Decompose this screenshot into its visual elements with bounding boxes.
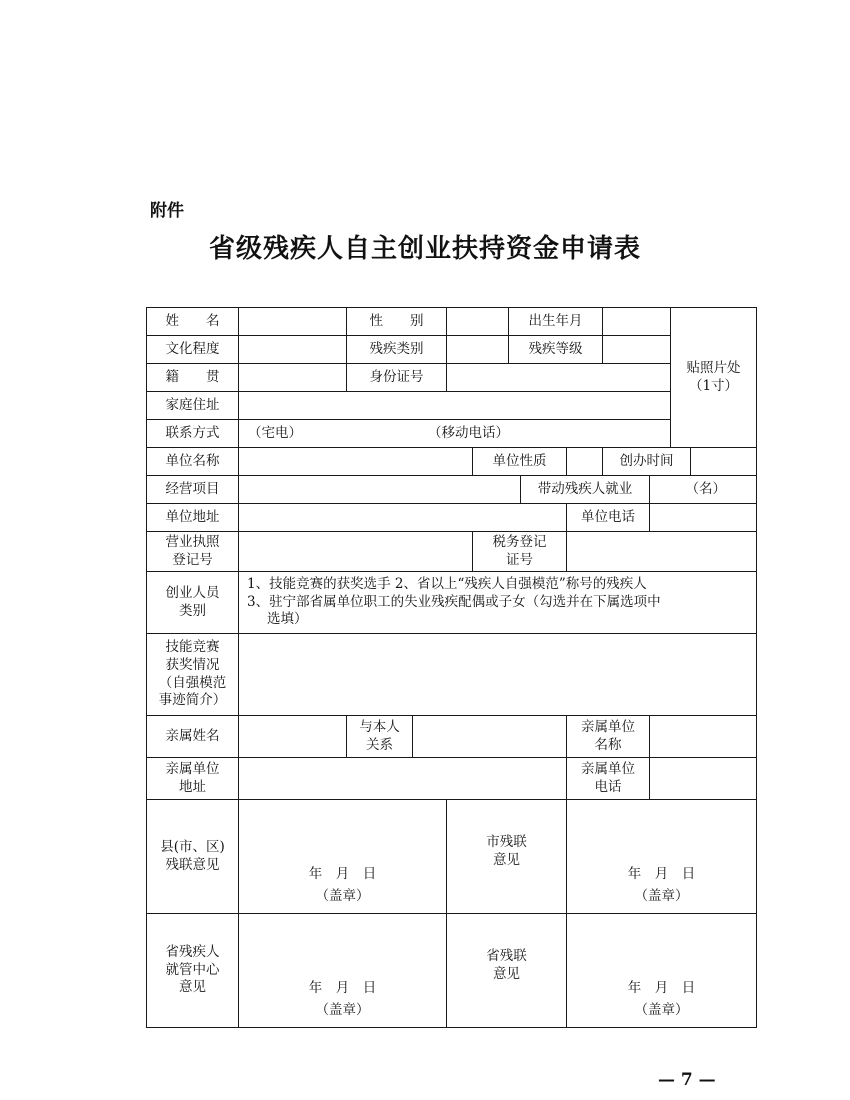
relative-address-field[interactable]	[239, 758, 567, 800]
native-place-field[interactable]	[239, 364, 347, 392]
province-label-line2: 意见	[493, 965, 520, 982]
awards-field[interactable]	[239, 634, 757, 716]
relative-unit-label-line2: 名称	[594, 736, 622, 753]
center-label-line1: 省残疾人	[165, 944, 220, 961]
category-label-line1: 创业人员	[165, 584, 220, 601]
tax-label-line2: 证号	[506, 551, 533, 568]
employ-label: 带动残疾人就业	[521, 476, 650, 504]
education-label: 文化程度	[147, 336, 239, 364]
photo-size: （1寸）	[688, 377, 739, 394]
license-label	[147, 532, 239, 572]
relation-field[interactable]	[413, 716, 567, 758]
relative-address-label-line2: 地址	[179, 778, 206, 795]
birth-label: 出生年月	[509, 308, 603, 336]
relative-address-label	[147, 758, 239, 800]
category-label	[147, 572, 239, 634]
relation-label-line1: 与本人	[359, 718, 400, 735]
license-label-line2: 登记号	[172, 551, 213, 568]
center-seal: （盖章）	[315, 1002, 370, 1018]
category-options[interactable]	[239, 572, 757, 634]
county-label-line2: 残联意见	[165, 856, 220, 873]
county-opinion-field[interactable]	[239, 800, 447, 914]
relative-phone-field[interactable]	[650, 758, 757, 800]
id-number-field[interactable]	[447, 364, 671, 392]
relative-phone-label-line2: 电话	[594, 778, 622, 795]
tax-label-line1: 税务登记	[492, 533, 547, 550]
relative-name-label: 亲属姓名	[147, 716, 239, 758]
category-label-line2: 类别	[179, 602, 206, 619]
application-form-table	[146, 307, 757, 1028]
disability-type-field[interactable]	[447, 336, 509, 364]
county-label-line1: 县(市、区)	[160, 838, 225, 855]
business-field[interactable]	[239, 476, 521, 504]
county-seal: （盖章）	[315, 888, 370, 904]
home-address-field[interactable]	[239, 392, 671, 420]
page-number: — 7 —	[658, 1070, 716, 1090]
contact-label: 联系方式	[147, 420, 239, 448]
center-label-line2: 就管中心	[165, 961, 220, 978]
education-field[interactable]	[239, 336, 347, 364]
city-label-line2: 意见	[493, 851, 520, 868]
unit-address-label: 单位地址	[147, 504, 239, 532]
center-date: 年 月 日	[308, 980, 377, 996]
province-opinion-field[interactable]	[567, 914, 757, 1028]
tax-label	[473, 532, 567, 572]
license-field[interactable]	[239, 532, 473, 572]
unit-nature-field[interactable]	[567, 448, 603, 476]
founded-field[interactable]	[691, 448, 757, 476]
founded-label: 创办时间	[603, 448, 691, 476]
unit-name-label: 单位名称	[147, 448, 239, 476]
awards-label-line3: （自强模范	[158, 674, 227, 691]
relation-label-line2: 关系	[366, 736, 393, 753]
name-label: 姓 名	[147, 308, 239, 336]
native-place-label: 籍 贯	[147, 364, 239, 392]
city-date: 年 月 日	[627, 866, 696, 882]
gender-label: 性 别	[347, 308, 447, 336]
relation-label	[347, 716, 413, 758]
relative-phone-label-line1: 亲属单位	[581, 760, 635, 777]
unit-address-field[interactable]	[239, 504, 567, 532]
id-number-label: 身份证号	[347, 364, 447, 392]
relative-address-label-line1: 亲属单位	[165, 760, 220, 777]
disability-level-field[interactable]	[603, 336, 671, 364]
province-label-line1: 省残联	[486, 948, 527, 964]
gender-field[interactable]	[447, 308, 509, 336]
employ-count-field[interactable]: （名）	[650, 476, 757, 504]
relative-unit-label-line1: 亲属单位	[581, 718, 635, 735]
license-label-line1: 营业执照	[165, 533, 220, 550]
unit-phone-label: 单位电话	[567, 504, 650, 532]
unit-phone-field[interactable]	[650, 504, 757, 532]
city-opinion-label	[447, 800, 567, 914]
attachment-label: 附件	[150, 201, 184, 221]
home-phone-label: （宅电）	[248, 424, 302, 441]
awards-label-line4: 事迹简介）	[158, 692, 227, 709]
disability-type-label: 残疾类别	[347, 336, 447, 364]
birth-field[interactable]	[603, 308, 671, 336]
center-label-line3: 意见	[179, 979, 206, 996]
center-opinion-field[interactable]	[239, 914, 447, 1028]
tax-field[interactable]	[567, 532, 757, 572]
photo-label: 贴照片处	[686, 359, 741, 376]
home-address-label: 家庭住址	[147, 392, 239, 420]
county-date: 年 月 日	[308, 866, 377, 882]
form-title: 省级残疾人自主创业扶持资金申请表	[208, 234, 641, 264]
category-option-3-cont: 选填）	[267, 611, 308, 628]
relative-name-field[interactable]	[239, 716, 347, 758]
relative-unit-field[interactable]	[650, 716, 757, 758]
disability-level-label: 残疾等级	[509, 336, 603, 364]
awards-label-line1: 技能竞赛	[165, 639, 220, 656]
category-option-1-2: 1、技能竞赛的获奖选手 2、省以上“残疾人自强模范”称号的残疾人	[247, 576, 647, 593]
unit-name-field[interactable]	[239, 448, 473, 476]
unit-nature-label: 单位性质	[473, 448, 567, 476]
category-option-3: 3、驻宁部省属单位职工的失业残疾配偶或子女（勾选并在下属选项中	[247, 593, 661, 610]
city-label-line1: 市残联	[486, 834, 527, 850]
photo-area[interactable]	[671, 308, 757, 448]
awards-label	[147, 634, 239, 716]
province-seal: （盖章）	[634, 1002, 689, 1018]
province-opinion-label	[447, 914, 567, 1028]
name-field[interactable]	[239, 308, 347, 336]
relative-phone-label	[567, 758, 650, 800]
contact-field[interactable]	[239, 420, 671, 448]
business-label: 经营项目	[147, 476, 239, 504]
relative-unit-label	[567, 716, 650, 758]
city-seal: （盖章）	[634, 888, 689, 904]
awards-label-line2: 获奖情况	[165, 656, 220, 673]
county-opinion-label	[147, 800, 239, 914]
mobile-phone-label: （移动电话）	[428, 424, 509, 441]
city-opinion-field[interactable]	[567, 800, 757, 914]
center-opinion-label	[147, 914, 239, 1028]
province-date: 年 月 日	[627, 980, 696, 996]
